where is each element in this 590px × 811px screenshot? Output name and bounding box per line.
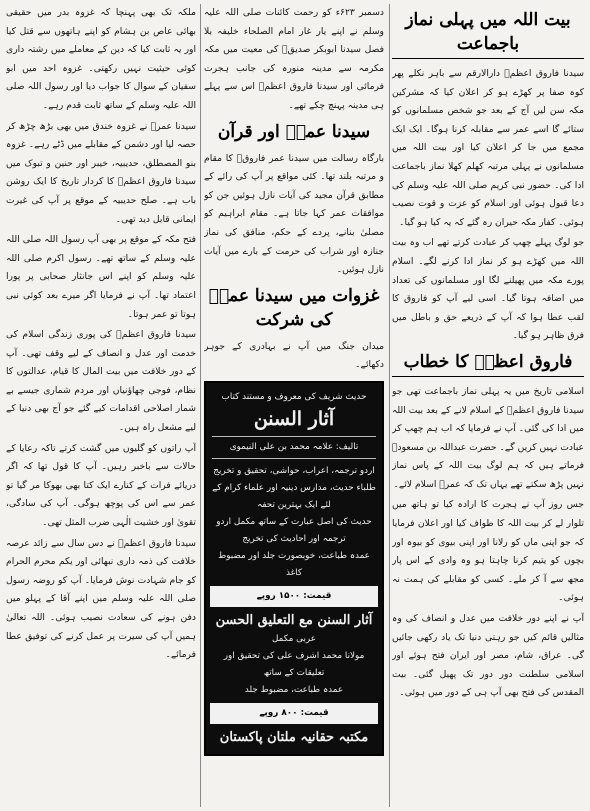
ad-tagline: حدیث شریف کی معروف و مستند کتاب [221, 391, 367, 402]
ad-line: اردو ترجمہ، اعراب، حواشی، تحقیق و تخریج [213, 465, 375, 476]
headline-battles: غزوات میں سیدنا عمرؓ کی شرکت [208, 285, 380, 330]
ad-line: عمدہ طباعت، خوبصورت جلد اور مضبوط کاغذ [218, 550, 370, 578]
ad-line: عربی مکمل [272, 633, 316, 644]
paragraph: فتح مکہ کے موقع پر بھی آپ رسول اللہ صلی اللہ علیہ وسلم کے ساتھ تھے۔ رسول اکرم صلی اللہ علیہ وسلم کو اپنے اس جانثار صحابی پر پورا اعتماد تھا۔ آپ نے فرمایا اگر میرے بعد کوئی نبی ہوتا تو عمر ہوتا۔ [6, 234, 196, 320]
paragraph: آپ راتوں کو گلیوں میں گشت کرتے تاکہ رعایا کے حالات سے باخبر رہیں۔ آپ کا قول تھا کہ اگر دریائے فرات کے کنارے ایک کتا بھی بھوکا مر گیا تو عمر سے اس کی پوچھ ہوگی۔ آپ کی سادگی، تقویٰ اور خشیت الٰہی ضرب المثل تھی۔ [6, 442, 196, 529]
ad-line: مولانا محمد اشرف علی کی تحقیق اور تعلیقات کے ساتھ [223, 650, 365, 678]
column-divider [389, 4, 390, 807]
paragraph: بارگاہ رسالت میں سیدنا عمر فاروقؓ کا مقام و مرتبہ بلند تھا۔ کئی مواقع پر آپ کی رائے کے مطابق قرآن مجید کی آیات نازل ہوئیں جن کو موافقات عمر کہا جاتا ہے۔ مقام ابراہیم کو مصلیٰ بنانے، پردے کے حکم، منافق کی نماز جنازہ اور شراب کی حرمت کے بارے میں آیات نازل ہوئیں۔ [204, 152, 384, 276]
column-right [392, 4, 584, 807]
paragraph: ملکہ تک بھی پہنچا کہ غزوہ بدر میں حقیقی بھائی عاص بن ہشام کو اپنے ہاتھوں سے قتل کیا اور یہ ثابت کیا کہ دین کے معاملے میں رشتہ داری کوئی حیثیت نہیں رکھتی۔ غزوہ احد میں ابو سفیان کے سوال کا جواب دیا اور رسول اللہ صلی اللہ علیہ وسلم کے ساتھ ثابت قدم رہے۔ [6, 7, 196, 111]
paragraph: سیدنا عمرؓ نے غزوہ خندق میں بھی بڑھ چڑھ کر حصہ لیا اور دشمن کے مقابلے میں ڈٹے رہے۔ غزوہ بنو المصطلق، حدیبیہ، خیبر اور حنین و تبوک میں سیدنا فاروق اعظمؓ کا کردار تاریخ کا ایک روشن باب ہے۔ صلح حدیبیہ کے موقع پر آپ کی غیرت ایمانی قابل دید تھی۔ [6, 120, 196, 225]
paragraph: آپ نے اپنے دور خلافت میں عدل و انصاف کی وہ مثالیں قائم کیں جو رہتی دنیا تک یاد رکھی جائیں گی۔ عراق، شام، مصر اور ایران فتح ہوئے اور اسلامی سلطنت دور دور تک پھیل گئی۔ بیت المقدس کی فتح بھی آپ ہی کے دور میں ہوئی۔ [392, 613, 584, 699]
paragraph: سیدنا فاروق اعظمؓ کی پوری زندگی اسلام کی خدمت اور عدل و انصاف کے لیے وقف تھی۔ آپ کے دور خلافت میں بیت المال کا قیام، عدالتوں کا نظام، فوجی چھاؤنیاں اور مردم شماری جیسے بے شمار اصلاحی اقدامات کیے گئے جو آج بھی دنیا کے لیے مشعل راہ ہیں۔ [6, 329, 196, 434]
column-divider [200, 4, 201, 807]
ad-price: قیمت: ۸۰۰ روپے [210, 703, 378, 724]
paragraph: سیدنا فاروق اعظمؓ نے دس سال سے زائد عرصہ خلافت کی ذمہ داری نبھائی اور یکم محرم الحرام کو جام شہادت نوش فرمایا۔ آپ کو روضہ رسول صلی اللہ علیہ وسلم میں اپنے آقا کے پہلو میں دفن ہونے کی سعادت نصیب ہوئی۔ اللہ تعالیٰ ہمیں آپ کی سیرت پر عمل کرنے کی توفیق عطا فرمائے۔ [6, 537, 196, 661]
ad-price: قیمت: ۱۵۰۰ روپے [210, 586, 378, 607]
paragraph: دسمبر ۶۲۳ء کو رحمت کائنات صلی اللہ علیہ وسلم نے اپنے یار غار امام الصلحاء خلیفہ بلا فصل سیدنا ابوبکر صدیقؓ کی معیت میں مکہ مکرمہ سے مدینہ منورہ کی جانب ہجرت فرمائی اور سیدنا فاروق اعظمؓ اس سے پہلے ہی مدینہ پہنچ چکے تھے۔ [204, 7, 384, 111]
ad-line: طلباء حدیث، مدارس دینیہ اور علماء کرام کے لئے ایک بہترین تحفہ [212, 482, 376, 510]
column-middle [204, 4, 384, 807]
paragraph: میدان جنگ میں آپ نے بہادری کے جوہر دکھائے۔ [204, 340, 384, 371]
paragraph: جو لوگ پہلے چھپ کر عبادت کرتے تھے اب وہ بیت اللہ میں کھڑے ہو کر نماز ادا کرنے لگے۔ اسلام پورے مکہ میں پھیلنے لگا اور مسلمانوں کی تعداد میں اضافہ ہوتا گیا۔ اسی لیے آپ کو فاروق کا لقب عطا ہوا کہ آپ کے ذریعے حق و باطل میں فرق ظاہر ہو گیا۔ [392, 237, 584, 342]
ad-author: تالیف: علامہ محمد بن علی النیموی [212, 436, 376, 459]
paragraph: جس روز آپ نے ہجرت کا ارادہ کیا تو ہاتھ میں تلوار لے کر بیت اللہ کا طواف کیا اور اعلان فرمایا کہ جو اپنی ماں کو رلانا اور اپنی بیوی کو بیوہ اور بچوں کو یتیم کرنا چاہتا ہو وہ وادی کے اس پار مجھ سے آ کر ملے۔ کسی کو مقابلے کی ہمت نہ ہوئی۔ [392, 499, 584, 604]
ad-line: عمدہ طباعت، مضبوط جلد [244, 684, 344, 695]
ad-line: حدیث کی اصل عبارت کے ساتھ مکمل اردو ترجمہ اور احادیث کی تخریج [216, 516, 372, 544]
headline-umar-and-quran: سیدنا عمرؓ اور قرآن [217, 121, 371, 142]
ad-book-title-2: آثار السنن مع التعلیق الحسن [215, 612, 373, 628]
ad-book-title: آثار السنن [253, 407, 335, 430]
book-advertisement [204, 381, 384, 756]
paragraph: سیدنا فاروق اعظمؓ دارالارقم سے باہر نکلے پھر کوہ صفا پر کھڑے ہو کر اعلان کیا کہ مشرکین مکہ سن لیں آج کے بعد جو شخص مسلمانوں کو ستائے گا اسے عمر سے مقابلہ کرنا ہوگا۔ ایک ایک مجمع میں جا کر اعلان کیا اور بیت اللہ میں مسلمانوں نے پہلی مرتبہ کھلم کھلا نماز باجماعت ادا کی۔ حضور نبی کریم صلی اللہ علیہ وسلم کی دعا قبول ہوئی اور اسلام کو عزت و قوت نصیب ہوئی۔ کفار مکہ حیران رہ گئے کہ یہ کیا ہو گیا۔ [392, 68, 584, 228]
paragraph: اسلامی تاریخ میں یہ پہلی نماز باجماعت تھی جو سیدنا فاروق اعظمؓ کے اسلام لانے کے بعد بیت اللہ میں ادا کی گئی۔ آپ نے فرمایا کہ اب ہم چھپ کر عبادت نہیں کریں گے۔ حضرت عبداللہ بن مسعودؓ فرماتے ہیں کہ ہم لوگ بیت اللہ کے پاس نماز نہیں پڑھ سکتے تھے یہاں تک کہ عمرؓ اسلام لائے۔ [392, 385, 584, 490]
headline-first-congregation: بیت اللہ میں پہلی نماز باجماعت [392, 8, 584, 59]
headline-farooq-title: فاروق اعظمؓ کا خطاب [392, 350, 584, 377]
ad-publisher: مکتبہ حقانیہ ملتان پاکستان [219, 729, 369, 745]
column-left [6, 4, 196, 807]
